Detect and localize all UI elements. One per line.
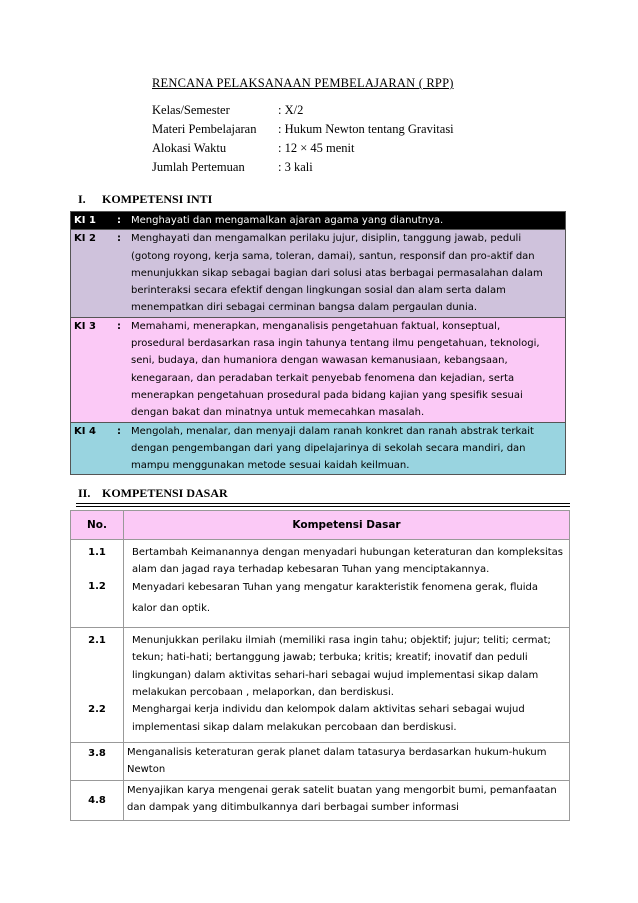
- meta-label: Materi Pembelajaran: [152, 122, 257, 136]
- line: tekun; hati-hati; bertanggung jawab; terbuka; kritis; kreatif; inovatif dan peduli: [132, 652, 528, 664]
- ki-row: [71, 230, 566, 317]
- meta-value: : 3 kali: [278, 160, 313, 174]
- ki-row: [71, 317, 566, 422]
- line: dengan bakat dan minatnya untuk memecahkan masalah.: [131, 407, 425, 419]
- section-title: KOMPETENSI DASAR: [102, 486, 228, 500]
- line: lingkungan) dalam aktivitas sehari-hari sebagai wujud implementasi sikap dalam: [132, 669, 539, 681]
- ki-text: [126, 212, 566, 230]
- line: implementasi sikap dalam melakukan percobaan dan berdiskusi.: [132, 721, 457, 733]
- ki-text: [126, 422, 566, 475]
- ki-code: KI 3: [71, 317, 113, 422]
- line: melakukan percobaan , melaporkan, dan berdiskusi.: [132, 687, 394, 699]
- meta-row-time: [152, 141, 454, 160]
- line: Menghayati dan mengamalkan ajaran agama yang dianutnya.: [131, 215, 444, 226]
- divider: [76, 503, 570, 507]
- line: Menghayati dan mengamalkan perilaku jujur, disiplin, tanggung jawab, peduli: [131, 233, 522, 245]
- line: alam dan jagad raya terhadap kebesaran Tuhan yang menciptakannya.: [132, 564, 490, 576]
- spacer: [72, 649, 122, 701]
- ki-table: [70, 211, 566, 475]
- line: Menyajikan karya mengenai gerak satelit buatan yang mengorbit bumi, pemanfaatan: [127, 784, 557, 796]
- kd-number-cell: [71, 540, 124, 628]
- line: prosedural berdasarkan rasa ingin tahunya tentang ilmu pengetahuan, teknologi,: [131, 338, 540, 350]
- section-title: KOMPETENSI INTI: [102, 192, 213, 206]
- meta-value: : X/2: [278, 103, 304, 117]
- line: Mengolah, menalar, dan menyaji dalam ranah konkret dan ranah abstrak terkait: [131, 425, 534, 437]
- line: kenegaraan, dan peradaban terkait penyebab fenomena dan kejadian, serta: [131, 372, 515, 384]
- line: Newton: [127, 764, 166, 776]
- ki-colon: :: [112, 422, 126, 475]
- ki-row: [71, 212, 566, 230]
- kd-number: 1.2: [88, 581, 106, 593]
- line: menempatkan diri sebagai cerminan bangsa dalam pergaulan dunia.: [131, 302, 478, 314]
- ki-colon: :: [112, 230, 126, 317]
- line: Menyadari kebesaran Tuhan yang mengatur karakteristik fenomena gerak, fluida: [132, 581, 539, 593]
- line: kalor dan optik.: [132, 602, 211, 614]
- line: berinteraksi secara efektif dengan lingkungan sosial dan alam serta dalam: [131, 285, 506, 297]
- meta-label: Kelas/Semester: [152, 103, 230, 117]
- kd-row: [71, 628, 570, 743]
- kd-row: [71, 540, 570, 628]
- kd-text: [124, 628, 570, 743]
- kd-row: [71, 742, 570, 780]
- meta-label: Alokasi Waktu: [152, 141, 227, 155]
- line: Bertambah Keimanannya dengan menyadari hubungan keteraturan dan kompleksitas: [132, 547, 563, 558]
- line: Menganalisis keteraturan gerak planet dalam tatasurya berdasarkan hukum-hukum: [127, 746, 547, 758]
- kd-number: 2.2: [88, 704, 106, 716]
- line: mampu menggunakan metode sesuai kaidah keilmuan.: [131, 460, 410, 472]
- section-number: II.: [78, 486, 91, 500]
- line: dengan pengembangan dari yang dipelajarinya di sekolah secara mandiri, dan: [131, 442, 526, 454]
- spacer: [72, 561, 122, 578]
- line: menerapkan pengetahuan prosedural pada bidang kajian yang spesifik sesuai: [131, 389, 523, 401]
- kd-row: [71, 780, 570, 821]
- line: Menunjukkan perilaku ilmiah (memiliki rasa ingin tahu; objektif; jujur; teliti; cermat;: [132, 635, 551, 647]
- ki-text: [126, 317, 566, 422]
- ki-code: KI 2: [71, 230, 113, 317]
- line: Menghargai kerja individu dan kelompok dalam aktivitas sehari sebagai wujud: [132, 704, 525, 716]
- header-no: No.: [71, 511, 124, 540]
- kd-number-cell: [71, 628, 124, 743]
- meta-row-class: [152, 103, 454, 122]
- line: dan dampak yang ditimbulkannya dari berbagai sumber informasi: [127, 801, 459, 813]
- line: menunjukkan sikap sebagai bagian dari solusi atas berbagai permasalahan dalam: [131, 267, 543, 279]
- kd-table: [70, 510, 570, 821]
- header-competency: Kompetensi Dasar: [124, 511, 570, 540]
- ki-code: KI 1: [71, 212, 113, 230]
- kd-text: [124, 540, 570, 628]
- section-heading-kd: [78, 486, 228, 501]
- meta-value: : 12 × 45 menit: [278, 141, 355, 155]
- ki-code: KI 4: [71, 422, 113, 475]
- meta-value: : Hukum Newton tentang Gravitasi: [278, 122, 454, 136]
- lesson-info: [152, 103, 454, 179]
- meta-label: Jumlah Pertemuan: [152, 160, 245, 174]
- section-heading-ki: [78, 192, 212, 207]
- kd-text: [124, 742, 570, 780]
- kd-header-row: [71, 511, 570, 540]
- meta-row-meetings: [152, 160, 454, 179]
- line: (gotong royong, kerja sama, toleran, damai), santun, responsif dan pro-aktif dan: [131, 250, 535, 262]
- line: Memahami, menerapkan, menganalisis pengetahuan faktual, konseptual,: [131, 320, 501, 332]
- kd-number: 2.1: [88, 635, 106, 647]
- document-title: RENCANA PELAKSANAAN PEMBELAJARAN ( RPP): [152, 76, 454, 90]
- kd-number: 3.8: [71, 742, 124, 780]
- kd-text: [124, 780, 570, 821]
- kd-number: 4.8: [71, 780, 124, 821]
- ki-text: [126, 230, 566, 317]
- line: seni, budaya, dan humaniora dengan wawasan kemanusiaan, kebangsaan,: [131, 355, 508, 367]
- ki-row: [71, 422, 566, 475]
- section-number: I.: [78, 192, 86, 206]
- ki-colon: :: [112, 317, 126, 422]
- kd-number: 1.1: [88, 547, 106, 558]
- meta-row-material: [152, 122, 454, 141]
- ki-colon: :: [112, 212, 126, 230]
